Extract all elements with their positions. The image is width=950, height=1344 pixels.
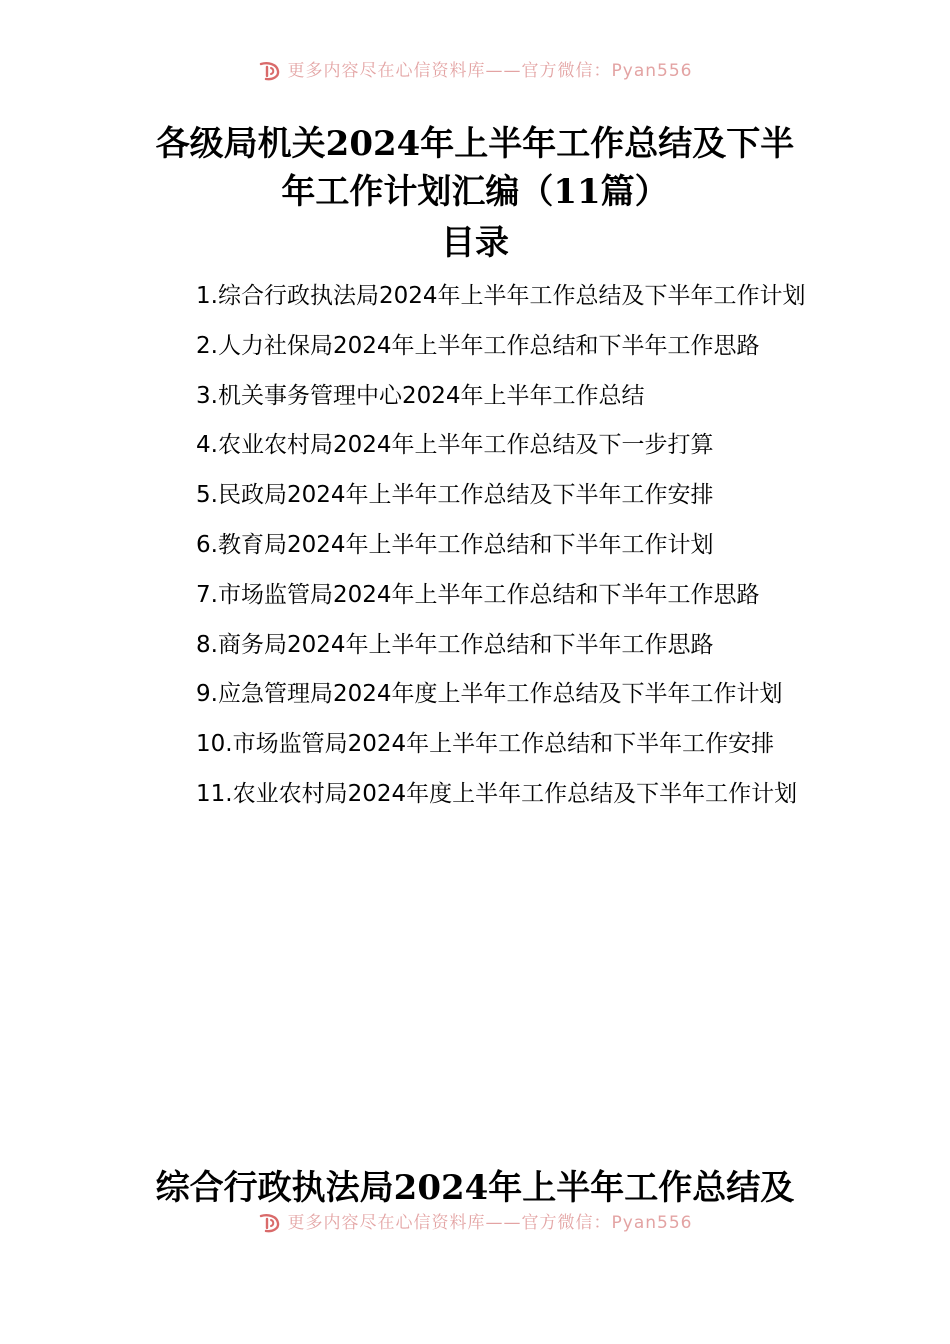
toc-item-8: 8.商务局2024年上半年工作总结和下半年工作思路 xyxy=(196,631,714,658)
table-of-contents xyxy=(144,272,810,820)
watermark-text: 更多内容尽在心信资料库——官方微信：Pyan556 xyxy=(287,61,693,81)
toc-item-6: 6.教育局2024年上半年工作总结和下半年工作计划 xyxy=(196,531,714,558)
toc-item-5: 5.民政局2024年上半年工作总结及下半年工作安排 xyxy=(196,482,714,509)
toc-item-9: 9.应急管理局2024年度上半年工作总结及下半年工作计划 xyxy=(196,681,783,708)
toc-heading: 目录 xyxy=(441,223,509,263)
toc-item-3: 3.机关事务管理中心2024年上半年工作总结 xyxy=(196,382,645,409)
watermark-top xyxy=(0,56,950,86)
toc-item-4: 4.农业农村局2024年上半年工作总结及下一步打算 xyxy=(196,432,714,459)
toc-item-2: 2.人力社保局2024年上半年工作总结和下半年工作思路 xyxy=(196,332,760,359)
toc-item-7: 7.市场监管局2024年上半年工作总结和下半年工作思路 xyxy=(196,581,760,608)
toc-item-1: 1.综合行政执法局2024年上半年工作总结及下半年工作计划 xyxy=(196,283,806,309)
section-heading: 综合行政执法局2024年上半年工作总结及 xyxy=(155,1168,795,1208)
watermark-logo-icon xyxy=(258,60,282,82)
watermark-bottom xyxy=(0,1208,950,1238)
watermark-text: 更多内容尽在心信资料库——官方微信：Pyan556 xyxy=(287,1213,693,1233)
toc-item-10: 10.市场监管局2024年上半年工作总结和下半年工作安排 xyxy=(196,731,775,758)
document-title: 各级局机关2024年上半年工作总结及下半年工作计划汇编（11篇） xyxy=(155,124,795,212)
watermark-logo-icon xyxy=(258,1212,282,1234)
toc-item-11: 11.农业农村局2024年度上半年工作总结及下半年工作计划 xyxy=(196,780,798,807)
